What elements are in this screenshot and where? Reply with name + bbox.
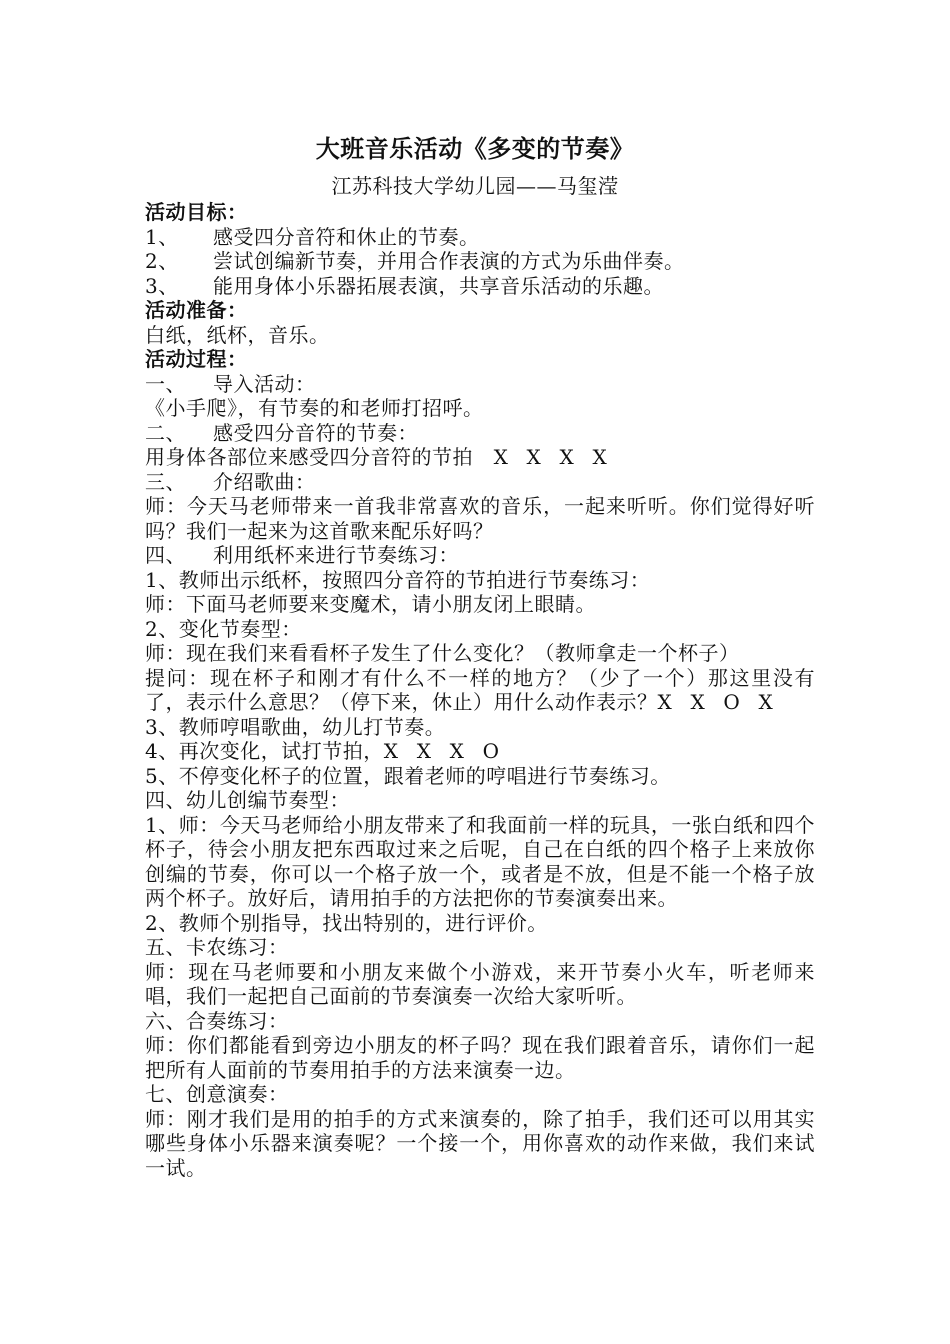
list-item-text: 4、再次变化，试打节拍， [145,739,384,763]
section-number: 一、 [145,371,186,396]
goal-number: 2、 [145,249,179,273]
goal-text: 尝试创编新节奏，并用合作表演的方式为乐曲伴奏。 [213,249,685,273]
document-title: 大班音乐活动《多变的节奏》 [315,135,635,163]
list-item: 1、教师出示纸杯，按照四分音符的节拍进行节奏练习： [145,567,651,592]
rhythm-notation: X X X X [493,445,609,469]
section-text: 师：现在马老师要和小朋友来做个小游戏，来开节奏小火车，听老师来唱，我们一起把自己面前的节奏演奏一次给大家听听。 [145,959,815,1008]
list-item: 2、变化节奏型： [145,616,302,641]
section-text: 1、师：今天马老师给小朋友带来了和我面前一样的玩具，一张白纸和四个杯子，待会小朋友把东西取过来之后呢，自己在白纸的四个格子上来放你创编的节奏，你可以一个格子放一个，或者是不放，但是不能一个格子放两个杯子。放好后，请用拍手的方法把你的节奏演奏出来。 [145,812,815,910]
goal-number: 1、 [145,224,179,249]
list-item: 5、不停变化杯子的位置，跟着老师的哼唱进行节奏练习。 [145,763,671,788]
section-title: 感受四分音符的节奏： [213,420,418,445]
goal-number: 3、 [145,273,179,298]
goals-heading: 活动目标： [145,200,248,224]
section-number: 四、 [145,543,186,567]
list-item: 师：下面马老师要来变魔术，请小朋友闭上眼睛。 [145,592,596,616]
section-heading [145,543,815,568]
section-text: 《小手爬》，有节奏的和老师打招呼。 [145,396,484,420]
section-number: 二、 [145,420,186,445]
section-number: 三、 [145,469,186,494]
section-heading [145,421,815,446]
document-body [145,200,815,1180]
list-item [145,739,815,764]
section-text: 师：你们都能看到旁边小朋友的杯子吗？现在我们跟着音乐，请你们一起把所有人面前的节奏用拍手的方法来演奏一边。 [145,1033,815,1082]
section-heading [145,372,815,397]
goal-text: 能用身体小乐器拓展表演，共享音乐活动的乐趣。 [213,273,664,298]
rhythm-notation: X X X O [383,739,501,763]
section-text-body: 用身体各部位来感受四分音符的节拍 [145,445,473,469]
process-heading: 活动过程： [145,347,248,371]
section-title: 导入活动： [213,371,316,396]
section-text: 师：今天马老师带来一首我非常喜欢的音乐，一起来听听。你们觉得好听吗？我们一起来为这首歌来配乐好吗？ [145,494,815,543]
section-title: 利用纸杯来进行节奏练习： [213,543,459,567]
section-heading: 七、创意演奏： [145,1082,289,1106]
section-text: 2、教师个别指导，找出特别的，进行评价。 [145,910,548,935]
prep-heading: 活动准备： [145,298,248,322]
section-text: 师：刚才我们是用的拍手的方式来演奏的，除了拍手，我们还可以用其实哪些身体小乐器来演奏呢？一个接一个，用你喜欢的动作来做，我们来试一试。 [145,1106,815,1180]
question-text [145,666,815,715]
section-heading [145,470,815,495]
goal-item [145,249,815,274]
rhythm-notation: X X O X [657,690,775,714]
section-heading: 四、幼儿创编节奏型： [145,788,350,812]
section-text [145,445,815,470]
goal-item [145,225,815,250]
list-item: 师：现在我们来看看杯子发生了什么变化？（教师拿走一个杯子） [145,641,740,665]
section-heading: 六、合奏练习： [145,1008,289,1033]
list-item: 3、教师哼唱歌曲，幼儿打节奏。 [145,714,446,739]
section-heading: 五、卡农练习： [145,935,289,959]
section-title: 介绍歌曲： [213,469,316,494]
document-subtitle: 江苏科技大学幼儿园——马玺滢 [331,174,619,198]
prep-text: 白纸，纸杯，音乐。 [145,322,330,347]
goal-text: 感受四分音符和休止的节奏。 [213,224,480,249]
question-body: 提问：现在杯子和刚才有什么不一样的地方？（少了一个）那这里没有了，表示什么意思？（停下来，休止）用什么动作表示？ [145,665,815,714]
goal-item [145,274,815,299]
